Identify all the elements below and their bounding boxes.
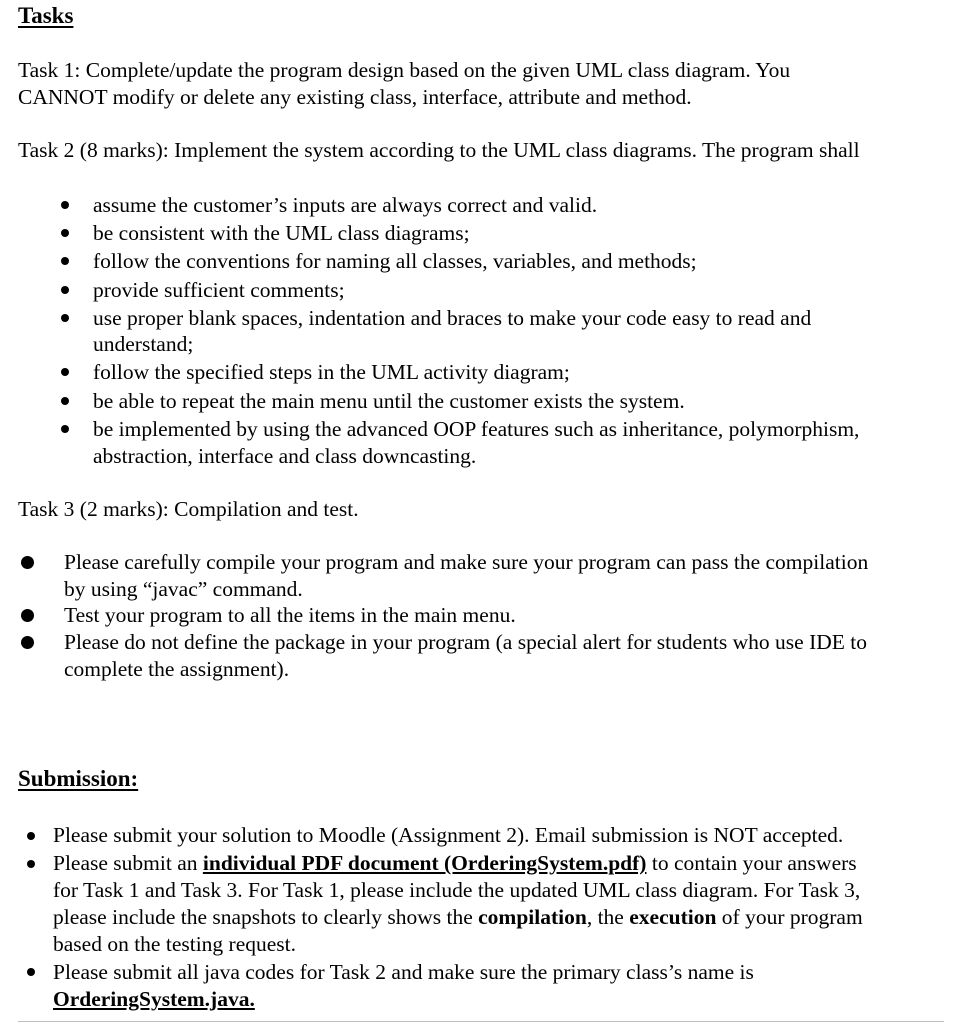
task2-intro: Task 2 (8 marks): Implement the system according to the UML class diagrams. The program shall — [18, 138, 860, 162]
task2-bullet-2: be consistent with the UML class diagrams; — [93, 221, 470, 245]
submission-heading: Submission: — [18, 766, 139, 791]
submission-bullet-3-line-2 — [53, 989, 255, 1011]
submission-text: of your program — [716, 905, 863, 929]
tasks-heading: Tasks — [18, 3, 74, 28]
task3-bullet-2: Test your program to all the items in the main menu. — [64, 603, 516, 627]
task2-bullet-6: follow the specified steps in the UML activity diagram; — [93, 360, 570, 384]
submission-bullet-2-line-2: for Task 1 and Task 3. For Task 1, please include the updated UML class diagram. For Task 3, — [53, 878, 861, 902]
submission-bullet-3-line-1: Please submit all java codes for Task 2 and make sure the primary class’s name is — [53, 960, 754, 984]
submission-bullet-2-line-4: based on the testing request. — [53, 932, 297, 956]
bullet-icon — [61, 425, 69, 433]
compilation-keyword: compilation — [478, 905, 587, 929]
bullet-icon — [61, 314, 69, 322]
submission-bullet-1: Please submit your solution to Moodle (Assignment 2). Email submission is NOT accepted. — [53, 823, 844, 847]
bullet-icon — [27, 832, 35, 840]
bullet-icon — [27, 968, 35, 976]
task2-bullet-8-line-2: abstraction, interface and class downcasting. — [93, 444, 477, 468]
bullet-icon — [61, 229, 69, 237]
task3-bullet-3-line-1: Please do not define the package in your program (a special alert for students who use IDE to — [64, 630, 868, 654]
bullet-icon — [21, 636, 34, 649]
submission-text: please include the snapshots to clearly shows the — [53, 905, 479, 929]
submission-bullet-2-line-1 — [53, 853, 857, 875]
java-filename: OrderingSystem.java. — [53, 987, 255, 1011]
submission-bullet-2-line-3 — [53, 907, 863, 929]
bullet-icon — [61, 397, 69, 405]
task2-bullet-5-line-2: understand; — [93, 332, 194, 356]
task2-bullet-5-line-1: use proper blank spaces, indentation and braces to make your code easy to read and — [93, 306, 812, 330]
task3-bullet-3-line-2: complete the assignment). — [64, 657, 290, 681]
task2-bullet-7: be able to repeat the main menu until the customer exists the system. — [93, 389, 685, 413]
bullet-icon — [61, 257, 69, 265]
bullet-icon — [21, 556, 34, 569]
bullet-icon — [21, 609, 34, 622]
bottom-divider — [18, 1021, 944, 1022]
task3-bullet-1-line-1: Please carefully compile your program and make sure your program can pass the compilation — [64, 550, 869, 574]
bullet-icon — [27, 860, 35, 868]
pdf-filename: individual PDF document (OrderingSystem.pdf) — [202, 851, 647, 875]
bullet-icon — [61, 286, 69, 294]
task2-bullet-1: assume the customer’s inputs are always correct and valid. — [93, 193, 598, 217]
execution-keyword: execution — [629, 905, 717, 929]
task2-bullet-3: follow the conventions for naming all classes, variables, and methods; — [93, 249, 697, 273]
task3-bullet-1-line-2: by using “javac” command. — [64, 577, 303, 601]
task2-bullet-8-line-1: be implemented by using the advanced OOP features such as inheritance, polymorphism, — [93, 417, 860, 441]
task2-bullet-4: provide sufficient comments; — [93, 278, 345, 302]
submission-text: to contain your answers — [646, 851, 857, 875]
submission-text: Please submit an — [53, 851, 203, 875]
task1-line-1: Task 1: Complete/update the program design based on the given UML class diagram. You — [18, 58, 791, 82]
bullet-icon — [61, 368, 69, 376]
submission-text: , the — [586, 905, 630, 929]
task1-line-2: CANNOT modify or delete any existing class, interface, attribute and method. — [18, 85, 692, 109]
task3-intro: Task 3 (2 marks): Compilation and test. — [18, 497, 359, 521]
bullet-icon — [61, 201, 69, 209]
